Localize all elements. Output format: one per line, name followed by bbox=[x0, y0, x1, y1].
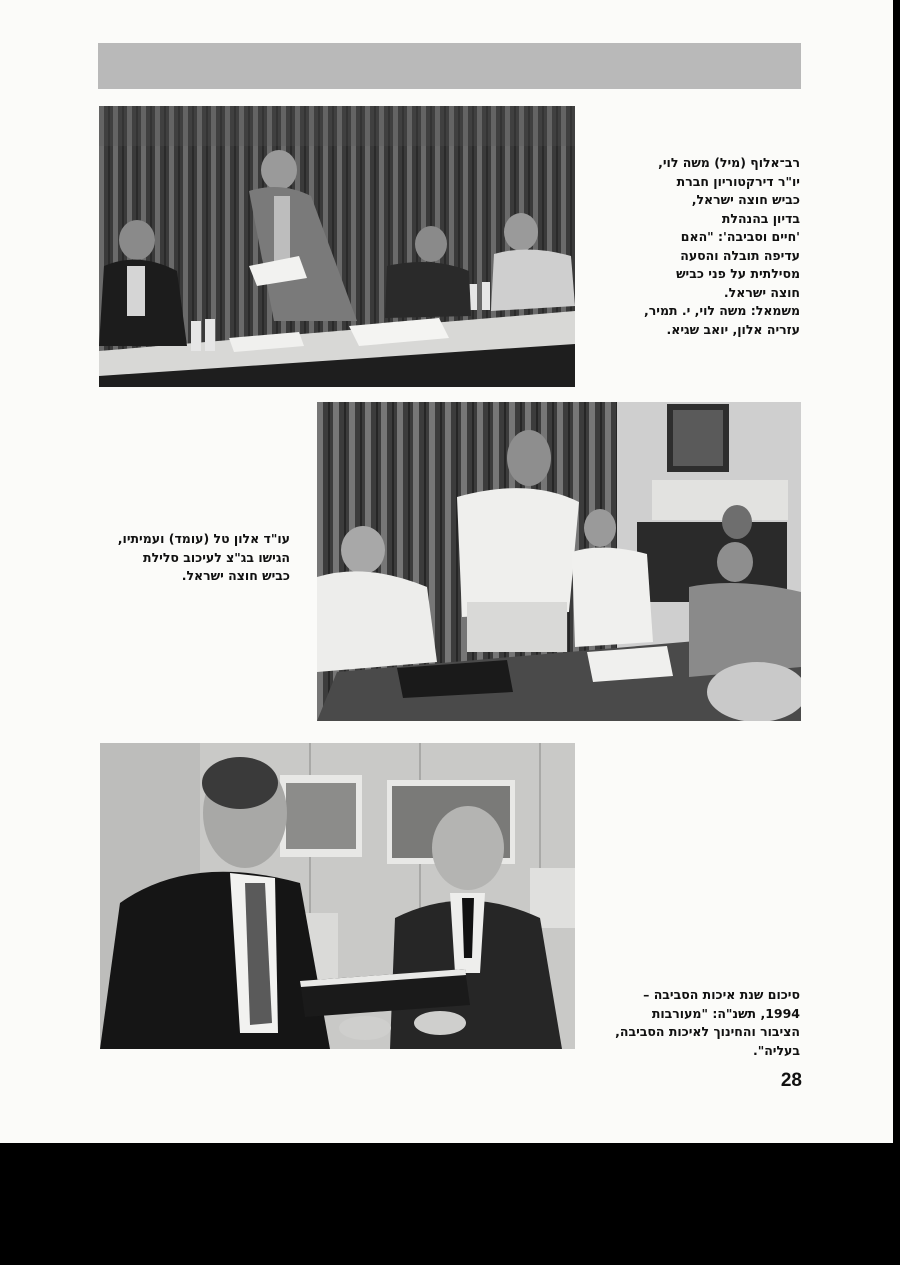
page-number: 28 bbox=[780, 1070, 802, 1091]
caption-photo-1: רב־אלוף (מיל) משה לוי, יו"ר דירקטוריון חברת כביש חוצה ישראל, בדיון בהנהלת 'חיים וסביבה': "האם עדיפה תובלה והסעה מסילתית על פני כביש חוצה ישראל. משמאל: משה לוי, י. תמיר, עזריה אלון, יואב שגיא. bbox=[644, 155, 800, 337]
photo-award-presentation bbox=[100, 743, 575, 1049]
photo-meeting-table bbox=[99, 106, 575, 387]
caption-photo-2: עו"ד אלון טל (עומד) ועמיתיו, הגישו בג"צ לעיכוב סלילת כביש חוצה ישראל. bbox=[117, 531, 290, 583]
photo-standing-lawyer bbox=[317, 402, 801, 721]
header-bar bbox=[98, 43, 801, 89]
caption-photo-3: סיכום שנת איכות הסביבה – 1994, תשנ"ה: "מעורבות הציבור והחינוך לאיכות הסביבה, בעליה". bbox=[615, 987, 800, 1058]
